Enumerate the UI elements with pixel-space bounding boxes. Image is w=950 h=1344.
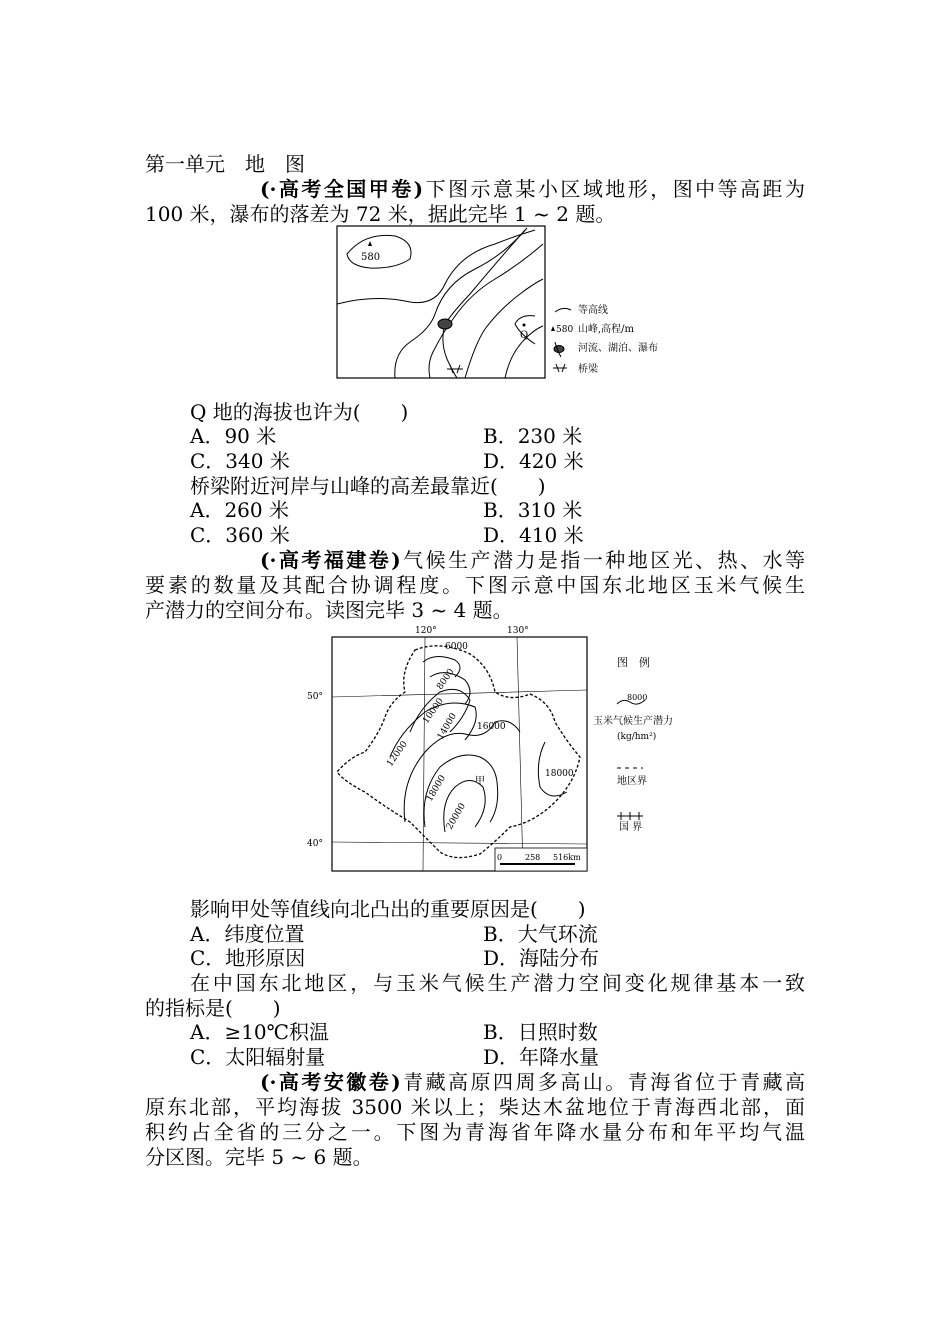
contour-line — [465, 279, 543, 378]
q1-question1-option-a: A．90 米 — [190, 424, 277, 448]
isoline-label: 8000 — [435, 667, 457, 692]
bridge-legend-icon — [553, 364, 567, 372]
contour-line — [337, 230, 535, 304]
legend-title: 图 例 — [617, 656, 650, 669]
q1-source: (·高考全国甲卷) — [260, 177, 424, 201]
peak-value: 580 — [361, 252, 381, 263]
lat-label-50: 50° — [307, 692, 323, 702]
q2-question2-option-c: C．太阳辐射量 — [190, 1045, 326, 1069]
region-outline — [337, 646, 580, 858]
q2-question1-option-d: D．海陆分布 — [483, 946, 600, 970]
q1-question2-option-b: B．310 米 — [483, 498, 583, 522]
q2-intro-line2: 要素的数量及其配合协调程度。下图示意中国东北地区玉米气候生 — [145, 573, 805, 597]
q3-intro-text: 青藏高原四周多高山。青海省位于青藏高 — [400, 1070, 806, 1094]
q1-intro-text: 下图示意某小区域地形，图中等高距为 — [423, 177, 806, 201]
legend-contour: 等高线 — [578, 305, 608, 316]
peak-legend-icon — [551, 326, 555, 331]
point-q-label: Q — [520, 330, 529, 341]
lat-label-40: 40° — [307, 839, 323, 849]
legend-isoline-unit: (kg/hm²) — [617, 732, 657, 742]
q1-question2-stem: 桥梁附近河岸与山峰的高差最靠近( ) — [190, 474, 546, 498]
legend-isoline-sample: 8000 — [627, 693, 648, 702]
q1-question1-stem: Q 地的海拔也许为( ) — [190, 400, 409, 424]
contour-legend-icon — [555, 308, 571, 312]
q1-question1-option-c: C．340 米 — [190, 449, 290, 473]
isoline-label: 20000 — [444, 801, 468, 832]
legend-isoline-label: 玉米气候生产潜力 — [593, 716, 673, 727]
bridge-icon — [447, 365, 463, 373]
q2-question1-option-b: B．大气环流 — [483, 922, 598, 946]
topographic-map — [335, 224, 675, 384]
peak-icon — [368, 241, 372, 246]
q2-question2-stem-line1: 在中国东北地区，与玉米气候生产潜力空间变化规律基本一致 — [190, 971, 805, 995]
q3-source: (·高考安徽卷) — [260, 1070, 401, 1094]
scale-label: 516km — [553, 853, 581, 862]
legend-bridge: 桥梁 — [578, 364, 598, 375]
isoline-label: 18000 — [424, 773, 448, 804]
q2-question1-option-a: A．纬度位置 — [190, 922, 305, 946]
map-frame — [337, 226, 545, 378]
legend-region-border: 地区界 — [617, 776, 647, 787]
q2-question2-stem-line2: 的指标是( ) — [145, 996, 281, 1020]
q1-question1-option-b: B．230 米 — [483, 424, 583, 448]
q1-question2-option-d: D．410 米 — [483, 523, 584, 547]
isoline-label: 14000 — [435, 711, 459, 742]
q2-question2-option-a: A．≥10℃积温 — [190, 1020, 330, 1044]
lake — [438, 319, 452, 329]
legend-peak-sample: 580 — [556, 325, 574, 335]
q3-intro-line4: 分区图。完毕 5 ~ 6 题。 — [145, 1145, 373, 1169]
q2-intro-line1 — [145, 548, 805, 573]
q1-question2-option-c: C．360 米 — [190, 523, 290, 547]
q2-question1-stem: 影响甲处等值线向北凸出的重要原因是( ) — [190, 897, 586, 921]
q2-question2-option-d: D．年降水量 — [483, 1045, 600, 1069]
isoline-label: 10000 — [421, 696, 446, 726]
legend-national-border: 国 界 — [619, 822, 643, 833]
legend-water: 河流、湖泊、瀑布 — [578, 343, 658, 354]
isoline-label: 6000 — [445, 642, 468, 652]
q2-intro-line3: 产潜力的空间分布。读图完毕 3 ~ 4 题。 — [145, 598, 513, 622]
point-q-marker — [523, 324, 526, 327]
scale-label: 0 — [497, 853, 503, 862]
q1-question1-option-d: D．420 米 — [483, 449, 584, 473]
climate-potential-map — [305, 622, 695, 874]
lon-label-130: 130° — [507, 626, 529, 636]
q2-source: (·高考福建卷) — [260, 548, 401, 572]
q2-intro-text: 气候生产潜力是指一种地区光、热、水等 — [400, 548, 806, 572]
q1-intro-line1 — [145, 177, 805, 202]
scale-label: 258 — [525, 853, 541, 862]
graticule — [332, 637, 587, 871]
q3-intro-line2: 原东北部，平均海拔 3500 米以上；柴达木盆地位于青海西北部，面 — [145, 1095, 805, 1119]
q1-question2-option-a: A．260 米 — [190, 498, 289, 522]
place-jia: 甲 — [475, 776, 485, 787]
isoline-label: 18000 — [545, 769, 574, 779]
national-border-legend-icon — [617, 812, 643, 820]
water-legend-icon — [554, 346, 564, 353]
q2-question2-option-b: B．日照时数 — [483, 1020, 598, 1044]
isoline-label: 16000 — [477, 722, 506, 732]
q3-intro-line1 — [145, 1070, 805, 1095]
isoline — [410, 689, 470, 732]
legend-peak: 山峰,高程/m — [578, 324, 635, 335]
q3-intro-line3: 积约占全省的三分之一。下图为青海省年降水量分布和年平均气温 — [145, 1120, 805, 1144]
unit-title: 第一单元 地 图 — [145, 152, 305, 176]
lon-label-120: 120° — [415, 626, 437, 636]
isoline-label: 12000 — [385, 739, 410, 769]
map-frame — [332, 637, 587, 871]
q1-intro-line2: 100 米，瀑布的落差为 72 米，据此完毕 1 ~ 2 题。 — [145, 202, 616, 226]
q2-question1-option-c: C．地形原因 — [190, 946, 306, 970]
